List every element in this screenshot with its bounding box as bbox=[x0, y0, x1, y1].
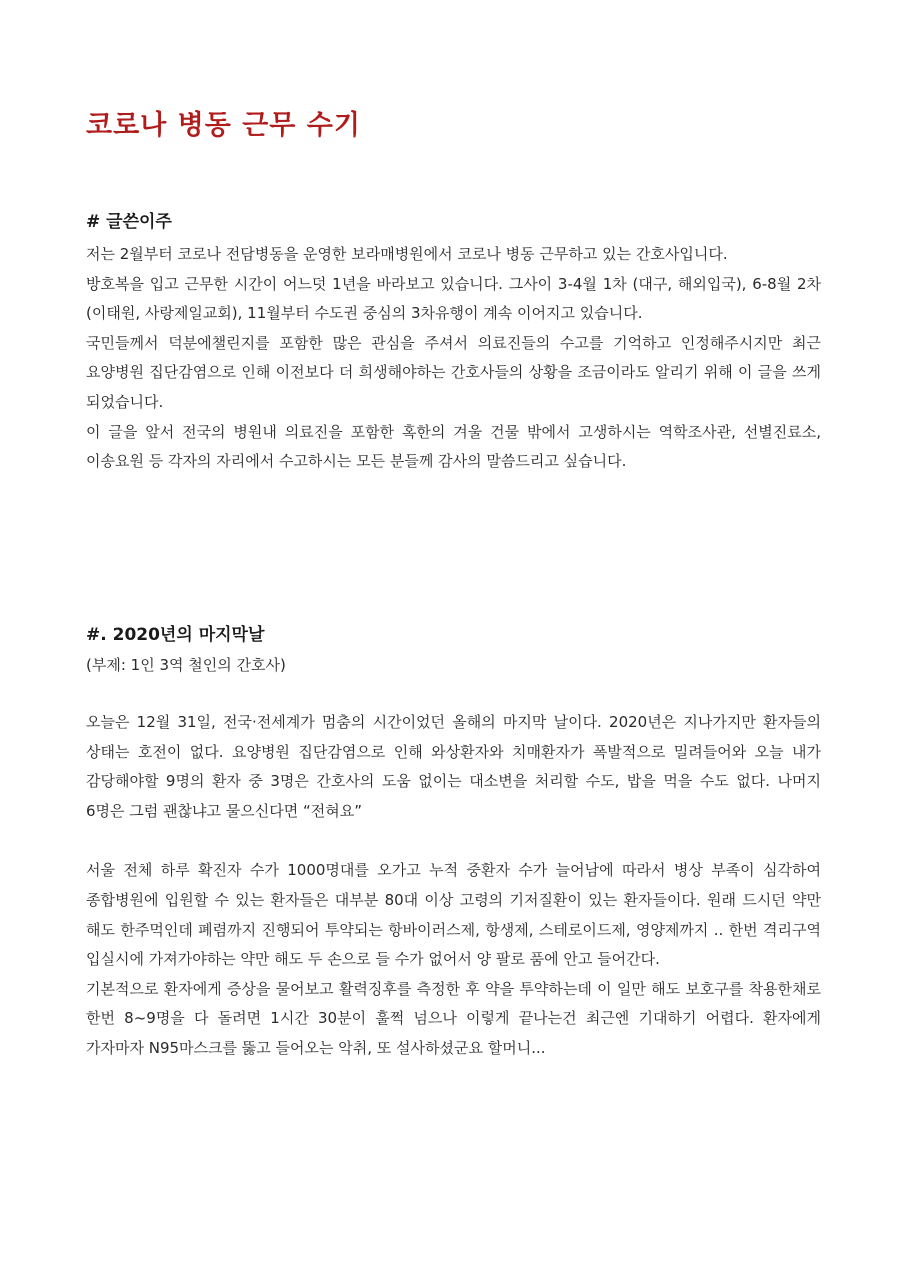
section-author-note bbox=[86, 210, 821, 477]
section-subtitle: (부제: 1인 3역 철인의 간호사) bbox=[86, 656, 286, 674]
paragraph-block bbox=[86, 708, 821, 1064]
paragraph: 오늘은 12월 31일, 전국·전세계가 멈춤의 시간이었던 올해의 마지막 날이다. 2020년은 지나가지만 환자들의 상태는 호전이 없다. 요양병원 집단감염으로 인해 와상환자와 치매환자가 폭발적으로 밀려들어와 오늘 내가 감당해야할 9명의 환자 중 3명은 간호사의 도움 없이는 대소변을 처리할 수도, 밥을 먹을 수도 없다. 나머지 6명은 그럼 괜찮냐고 물으신다면 “전혀요” bbox=[86, 713, 821, 820]
paragraph: 국민들께서 덕분에챌린지를 포함한 많은 관심을 주셔서 의료진들의 수고를 기억하고 인정해주시지만 최근 요양병원 집단감염으로 인해 이전보다 더 희생해야하는 간호사들의 상황을 조금이라도 알리기 위해 이 글을 쓰게 되었습니다. bbox=[86, 333, 821, 411]
section-heading: # 글쓴이주 bbox=[86, 212, 172, 232]
paragraph: 서울 전체 하루 확진자 수가 1000명대를 오가고 누적 중환자 수가 늘어남에 따라서 병상 부족이 심각하여 종합병원에 입원할 수 있는 환자들은 대부분 80대 이상 고령의 기저질환이 있는 환자들이다. 원래 드시던 약만 해도 한주먹인데 폐렴까지 진행되어 투약되는 항바이러스제, 항생제, 스테로이드제, 영양제까지 .. 한번 격리구역 입실시에 가져가야하는 약만 해도 두 손으로 들 수가 없어서 양 팔로 품에 안고 들어간다. bbox=[86, 861, 821, 969]
paragraph: 저는 2월부터 코로나 전담병동을 운영한 보라매병원에서 코로나 병동 근무하고 있는 간호사입니다. bbox=[86, 245, 728, 263]
page-title: 코로나 병동 근무 수기 bbox=[86, 110, 361, 141]
paragraph: 기본적으로 환자에게 증상을 물어보고 활력징후를 측정한 후 약을 투약하는데 이 일만 해도 보호구를 착용한채로 한번 8~9명을 다 돌려면 1시간 30분이 훌쩍 넘으나 이렇게 끝나는건 최근엔 기대하기 어렵다. 환자에게 가자마자 N95마스크를 뚫고 들어오는 악취, 또 설사하셨군요 할머니... bbox=[86, 979, 821, 1057]
paragraph-gap bbox=[86, 826, 821, 856]
paragraph: 이 글을 앞서 전국의 병원내 의료진을 포함한 혹한의 겨울 건물 밖에서 고생하시는 역학조사관, 선별진료소, 이송요원 등 각자의 자리에서 수고하시는 모든 분들께 감사의 말씀드리고 싶습니다. bbox=[86, 422, 821, 471]
paragraph-block bbox=[86, 240, 821, 477]
paragraph: 방호복을 입고 근무한 시간이 어느덧 1년을 바라보고 있습니다. 그사이 3-4월 1차 (대구, 해외입국), 6-8월 2차(이태원, 사랑제일교회), 11월부터 수도권 중심의 3차유행이 계속 이어지고 있습니다. bbox=[86, 274, 821, 323]
section-heading: #. 2020년의 마지막날 bbox=[86, 625, 265, 645]
section-last-day-2020 bbox=[86, 623, 821, 1064]
